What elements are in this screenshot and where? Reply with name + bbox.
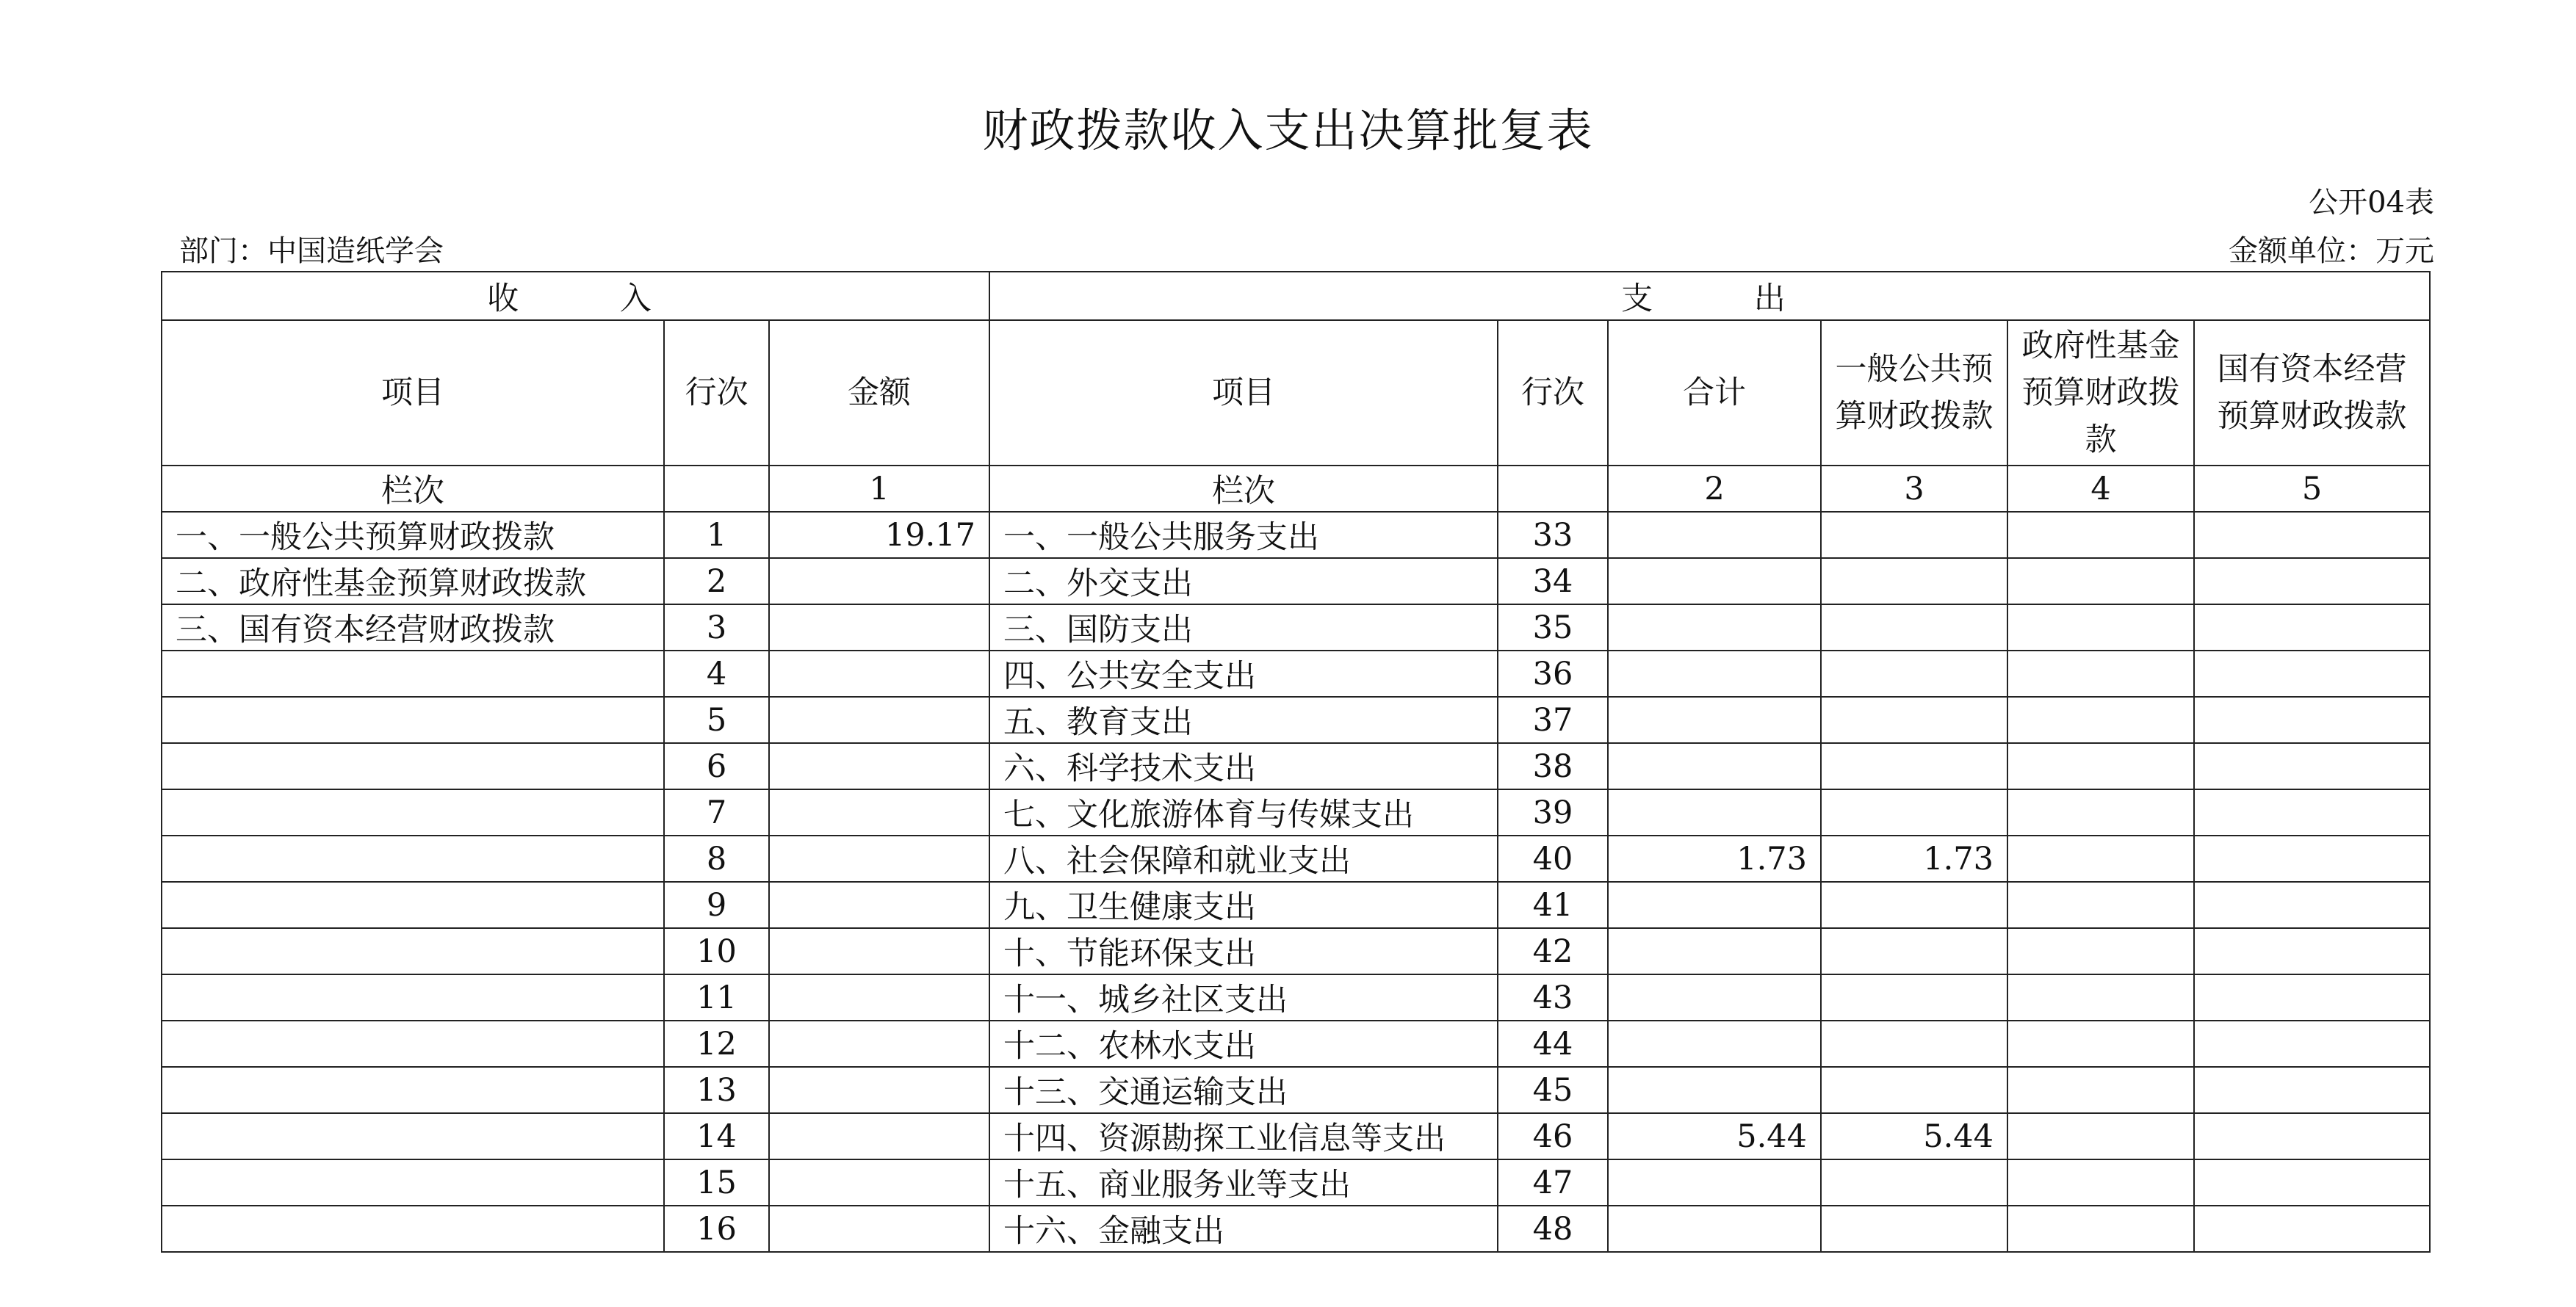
income-amount-cell (769, 1159, 989, 1206)
expense-total-cell (1608, 1067, 1821, 1113)
col-index-cell: 1 (769, 466, 989, 512)
column-header-row (162, 320, 2430, 466)
col-index-label: 栏次 (989, 466, 1498, 512)
expense-line-cell: 47 (1498, 1159, 1608, 1206)
column-index-row (162, 466, 2430, 512)
gov-fund-cell (2007, 1206, 2194, 1252)
income-section-header: 收 入 (162, 272, 989, 320)
expense-total-cell (1608, 651, 1821, 697)
col-index-cell: 3 (1821, 466, 2007, 512)
state-capital-cell (2194, 743, 2430, 789)
col-index-cell: 4 (2007, 466, 2194, 512)
gov-fund-cell (2007, 1021, 2194, 1067)
col-index-cell: 5 (2194, 466, 2430, 512)
income-amount-cell (769, 697, 989, 743)
general-budget-cell (1821, 1021, 2007, 1067)
state-capital-cell (2194, 1021, 2430, 1067)
income-item-cell (162, 651, 664, 697)
expense-item-cell: 十二、农林水支出 (989, 1021, 1498, 1067)
income-item-cell (162, 1113, 664, 1159)
income-item-cell (162, 1021, 664, 1067)
expense-item-cell: 六、科学技术支出 (989, 743, 1498, 789)
table-row (162, 651, 2430, 697)
general-budget-cell (1821, 789, 2007, 836)
general-budget-cell (1821, 651, 2007, 697)
income-item-cell (162, 743, 664, 789)
income-amount-cell (769, 836, 989, 882)
expense-line-cell: 36 (1498, 651, 1608, 697)
header-income-amount: 金额 (769, 320, 989, 466)
expense-total-cell (1608, 789, 1821, 836)
expense-line-cell: 39 (1498, 789, 1608, 836)
income-amount-cell (769, 1113, 989, 1159)
table-row (162, 789, 2430, 836)
table-row (162, 836, 2430, 882)
expense-line-cell: 37 (1498, 697, 1608, 743)
gov-fund-cell (2007, 512, 2194, 558)
gov-fund-cell (2007, 651, 2194, 697)
header-income-line: 行次 (664, 320, 769, 466)
expense-line-cell: 43 (1498, 974, 1608, 1021)
state-capital-cell (2194, 789, 2430, 836)
appropriation-table (161, 271, 2431, 1253)
expense-item-cell: 一、一般公共服务支出 (989, 512, 1498, 558)
income-line-cell: 14 (664, 1113, 769, 1159)
income-amount-cell (769, 789, 989, 836)
income-line-cell: 3 (664, 604, 769, 651)
table-row (162, 1206, 2430, 1252)
expense-item-cell: 八、社会保障和就业支出 (989, 836, 1498, 882)
gov-fund-cell (2007, 558, 2194, 604)
state-capital-cell (2194, 1159, 2430, 1206)
expense-section-header: 支 出 (989, 272, 2430, 320)
income-line-cell: 13 (664, 1067, 769, 1113)
col-index-cell: 2 (1608, 466, 1821, 512)
state-capital-cell (2194, 512, 2430, 558)
gov-fund-cell (2007, 1159, 2194, 1206)
income-item-cell: 一、一般公共预算财政拨款 (162, 512, 664, 558)
expense-line-cell: 41 (1498, 882, 1608, 928)
state-capital-cell (2194, 1113, 2430, 1159)
state-capital-cell (2194, 558, 2430, 604)
expense-line-cell: 34 (1498, 558, 1608, 604)
table-row (162, 743, 2430, 789)
state-capital-cell (2194, 882, 2430, 928)
general-budget-cell: 1.73 (1821, 836, 2007, 882)
income-line-cell: 7 (664, 789, 769, 836)
general-budget-cell (1821, 1067, 2007, 1113)
expense-total-cell (1608, 974, 1821, 1021)
expense-total-cell: 1.73 (1608, 836, 1821, 882)
income-line-cell: 2 (664, 558, 769, 604)
table-row (162, 558, 2430, 604)
general-budget-cell (1821, 512, 2007, 558)
header-expense-total: 合计 (1608, 320, 1821, 466)
expense-item-cell: 十六、金融支出 (989, 1206, 1498, 1252)
income-amount-cell (769, 604, 989, 651)
expense-line-cell: 40 (1498, 836, 1608, 882)
income-amount-cell (769, 1206, 989, 1252)
state-capital-cell (2194, 836, 2430, 882)
income-item-cell (162, 697, 664, 743)
header-general-budget: 一般公共预算财政拨款 (1821, 320, 2007, 466)
table-row (162, 1021, 2430, 1067)
general-budget-cell (1821, 743, 2007, 789)
expense-line-cell: 38 (1498, 743, 1608, 789)
expense-total-cell (1608, 558, 1821, 604)
state-capital-cell (2194, 697, 2430, 743)
table-row (162, 1113, 2430, 1159)
expense-line-cell: 35 (1498, 604, 1608, 651)
income-item-cell (162, 1067, 664, 1113)
income-item-cell (162, 1206, 664, 1252)
income-line-cell: 15 (664, 1159, 769, 1206)
expense-item-cell: 十一、城乡社区支出 (989, 974, 1498, 1021)
header-expense-line: 行次 (1498, 320, 1608, 466)
income-amount-cell (769, 882, 989, 928)
expense-line-cell: 46 (1498, 1113, 1608, 1159)
department-label: 部门：中国造纸学会 (179, 234, 444, 268)
state-capital-cell (2194, 928, 2430, 974)
expense-total-cell (1608, 882, 1821, 928)
expense-line-cell: 48 (1498, 1206, 1608, 1252)
expense-total-cell (1608, 1206, 1821, 1252)
gov-fund-cell (2007, 882, 2194, 928)
header-state-capital: 国有资本经营预算财政拨款 (2194, 320, 2430, 466)
income-amount-cell (769, 1067, 989, 1113)
income-line-cell: 5 (664, 697, 769, 743)
income-amount-cell (769, 1021, 989, 1067)
general-budget-cell (1821, 974, 2007, 1021)
gov-fund-cell (2007, 974, 2194, 1021)
income-item-cell (162, 882, 664, 928)
col-index-label: 栏次 (162, 466, 664, 512)
general-budget-cell (1821, 1159, 2007, 1206)
expense-total-cell (1608, 1159, 1821, 1206)
section-header-row (162, 272, 2430, 320)
gov-fund-cell (2007, 697, 2194, 743)
expense-item-cell: 十四、资源勘探工业信息等支出 (989, 1113, 1498, 1159)
expense-item-cell: 二、外交支出 (989, 558, 1498, 604)
general-budget-cell (1821, 1206, 2007, 1252)
expense-line-cell: 45 (1498, 1067, 1608, 1113)
income-amount-cell (769, 558, 989, 604)
expense-total-cell (1608, 743, 1821, 789)
header-gov-fund: 政府性基金预算财政拨款 (2007, 320, 2194, 466)
income-line-cell: 9 (664, 882, 769, 928)
gov-fund-cell (2007, 836, 2194, 882)
income-line-cell: 10 (664, 928, 769, 974)
table-row (162, 1067, 2430, 1113)
income-line-cell: 11 (664, 974, 769, 1021)
expense-item-cell: 十五、商业服务业等支出 (989, 1159, 1498, 1206)
expense-total-cell (1608, 512, 1821, 558)
income-item-cell (162, 974, 664, 1021)
table-row (162, 882, 2430, 928)
income-line-cell: 4 (664, 651, 769, 697)
header-expense-item: 项目 (989, 320, 1498, 466)
table-row (162, 974, 2430, 1021)
income-item-cell: 三、国有资本经营财政拨款 (162, 604, 664, 651)
form-number: 公开04表 (2309, 186, 2434, 220)
table-row (162, 512, 2430, 558)
table-row (162, 697, 2430, 743)
income-line-cell: 8 (664, 836, 769, 882)
general-budget-cell (1821, 928, 2007, 974)
expense-item-cell: 十、节能环保支出 (989, 928, 1498, 974)
expense-item-cell: 三、国防支出 (989, 604, 1498, 651)
expense-total-cell (1608, 604, 1821, 651)
expense-line-cell: 33 (1498, 512, 1608, 558)
page-title: 财政拨款收入支出决算批复表 (982, 104, 1594, 157)
table-row (162, 604, 2430, 651)
income-amount-cell (769, 974, 989, 1021)
gov-fund-cell (2007, 928, 2194, 974)
income-line-cell: 6 (664, 743, 769, 789)
general-budget-cell (1821, 882, 2007, 928)
expense-line-cell: 44 (1498, 1021, 1608, 1067)
gov-fund-cell (2007, 743, 2194, 789)
general-budget-cell (1821, 558, 2007, 604)
expense-item-cell: 五、教育支出 (989, 697, 1498, 743)
expense-item-cell: 七、文化旅游体育与传媒支出 (989, 789, 1498, 836)
gov-fund-cell (2007, 789, 2194, 836)
general-budget-cell (1821, 697, 2007, 743)
table-row (162, 1159, 2430, 1206)
general-budget-cell: 5.44 (1821, 1113, 2007, 1159)
income-amount-cell: 19.17 (769, 512, 989, 558)
income-item-cell: 二、政府性基金预算财政拨款 (162, 558, 664, 604)
state-capital-cell (2194, 1206, 2430, 1252)
expense-total-cell: 5.44 (1608, 1113, 1821, 1159)
gov-fund-cell (2007, 1067, 2194, 1113)
expense-item-cell: 四、公共安全支出 (989, 651, 1498, 697)
income-amount-cell (769, 928, 989, 974)
col-index-cell (664, 466, 769, 512)
income-item-cell (162, 836, 664, 882)
gov-fund-cell (2007, 604, 2194, 651)
state-capital-cell (2194, 651, 2430, 697)
state-capital-cell (2194, 604, 2430, 651)
income-line-cell: 1 (664, 512, 769, 558)
expense-line-cell: 42 (1498, 928, 1608, 974)
income-item-cell (162, 928, 664, 974)
income-amount-cell (769, 743, 989, 789)
state-capital-cell (2194, 1067, 2430, 1113)
table-row (162, 928, 2430, 974)
income-line-cell: 12 (664, 1021, 769, 1067)
expense-item-cell: 九、卫生健康支出 (989, 882, 1498, 928)
income-line-cell: 16 (664, 1206, 769, 1252)
expense-total-cell (1608, 928, 1821, 974)
state-capital-cell (2194, 974, 2430, 1021)
expense-item-cell: 十三、交通运输支出 (989, 1067, 1498, 1113)
income-item-cell (162, 1159, 664, 1206)
col-index-cell (1498, 466, 1608, 512)
amount-unit-label: 金额单位：万元 (2229, 234, 2434, 268)
gov-fund-cell (2007, 1113, 2194, 1159)
income-amount-cell (769, 651, 989, 697)
general-budget-cell (1821, 604, 2007, 651)
header-income-item: 项目 (162, 320, 664, 466)
expense-total-cell (1608, 1021, 1821, 1067)
income-item-cell (162, 789, 664, 836)
expense-total-cell (1608, 697, 1821, 743)
